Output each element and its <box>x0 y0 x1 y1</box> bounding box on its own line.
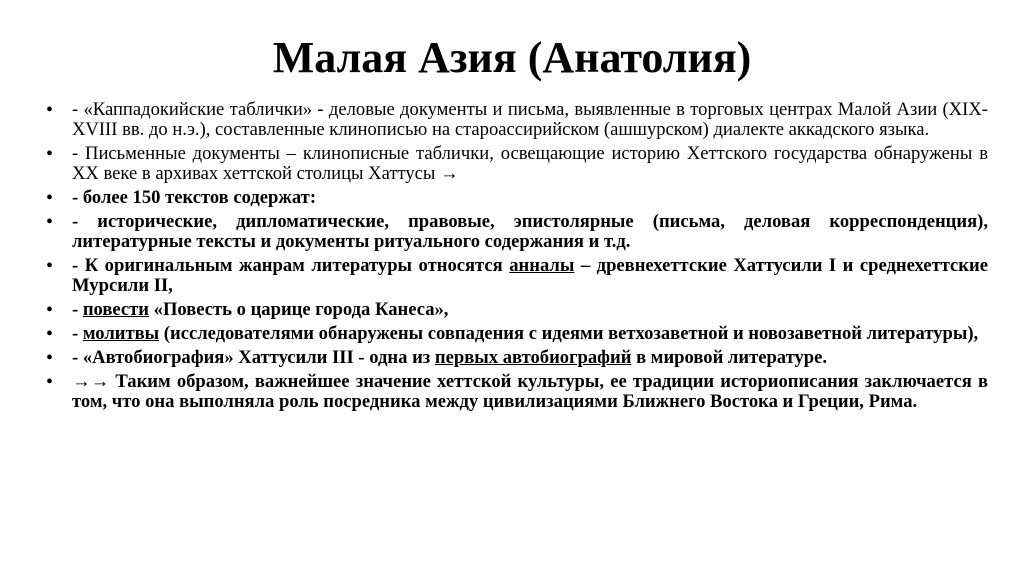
bullet-text-segment: (исследователями обнаружены совпадения с идеями ветхозаветной и новозаветной литературы), <box>159 323 979 344</box>
slide-title: Малая Азия (Анатолия) <box>272 33 752 82</box>
bullet-text-segment: - «Автобиография» Хаттусили III - одна из <box>72 347 435 368</box>
underlined-term: первых автобиографий <box>434 347 632 368</box>
bullet-text <box>72 324 988 344</box>
bullet-text-segment: - <box>72 299 83 320</box>
bullet-dot: • <box>46 187 54 209</box>
bullet-text-segment: - <box>72 323 83 344</box>
bullet-dot: • <box>46 323 54 345</box>
bullet-text <box>72 144 988 184</box>
bullet-item <box>46 100 988 140</box>
bullet-text-segment: - исторические, дипломатические, правовые, эпистолярные (письма, деловая корреспонденция), литературные тексты и документы ритуального содержания и т.д. <box>72 211 988 252</box>
bullet-item <box>46 324 988 344</box>
bullet-text <box>72 348 988 368</box>
bullet-item <box>46 144 988 184</box>
bullet-dot: • <box>46 371 54 393</box>
bullet-text <box>72 256 988 296</box>
bullet-dot: • <box>46 143 54 165</box>
bullet-item <box>46 348 988 368</box>
bullet-dot: • <box>46 255 54 277</box>
bullet-text-segment: в мировой литературе. <box>631 347 828 368</box>
underlined-term: молитвы <box>82 323 160 344</box>
bullet-text <box>72 300 988 320</box>
bullet-dot: • <box>46 347 54 369</box>
bullet-dot: • <box>46 99 54 121</box>
bullet-item <box>46 300 988 320</box>
bullet-text-segment: - «Каппадокийские таблички» - деловые документы и письма, выявленные в торговых центрах Малой Азии (XIX-XVIII вв. до н.э.), составленные клинописью на староассирийском (ашшурском) диалекте аккадского языка. <box>72 99 988 140</box>
bullet-item <box>46 212 988 252</box>
bullet-text-segment: - Письменные документы – клинописные таблички, освещающие историю Хеттского государства обнаружены в XX веке в архивах хеттской столицы Хаттусы → <box>72 143 988 184</box>
bullet-item <box>46 256 988 296</box>
bullet-dot: • <box>46 211 54 233</box>
bullet-text <box>72 372 988 412</box>
bullet-item <box>46 372 988 412</box>
bullet-text-segment: - К оригинальным жанрам литературы относятся <box>72 255 510 276</box>
bullet-text <box>72 212 988 252</box>
bullet-text <box>72 188 988 208</box>
bullet-dot: • <box>46 299 54 321</box>
underlined-term: анналы <box>509 255 575 276</box>
bullet-item <box>46 188 988 208</box>
bullet-text-segment: – древнехеттские Хаттусили I и среднехеттские Мурсили II, <box>72 255 988 296</box>
bullet-text <box>72 100 988 140</box>
underlined-term: повести <box>82 299 150 320</box>
bullet-list <box>46 100 988 416</box>
bullet-text-segment: «Повесть о царице города Канеса», <box>149 299 449 320</box>
bullet-text-segment: →→ Таким образом, важнейшее значение хеттской культуры, ее традиции историописания заключается в том, что она выполняла роль посредника между цивилизациями Ближнего Востока и Греции, Рима. <box>72 371 988 412</box>
bullet-text-segment: - более 150 текстов содержат: <box>72 187 317 208</box>
